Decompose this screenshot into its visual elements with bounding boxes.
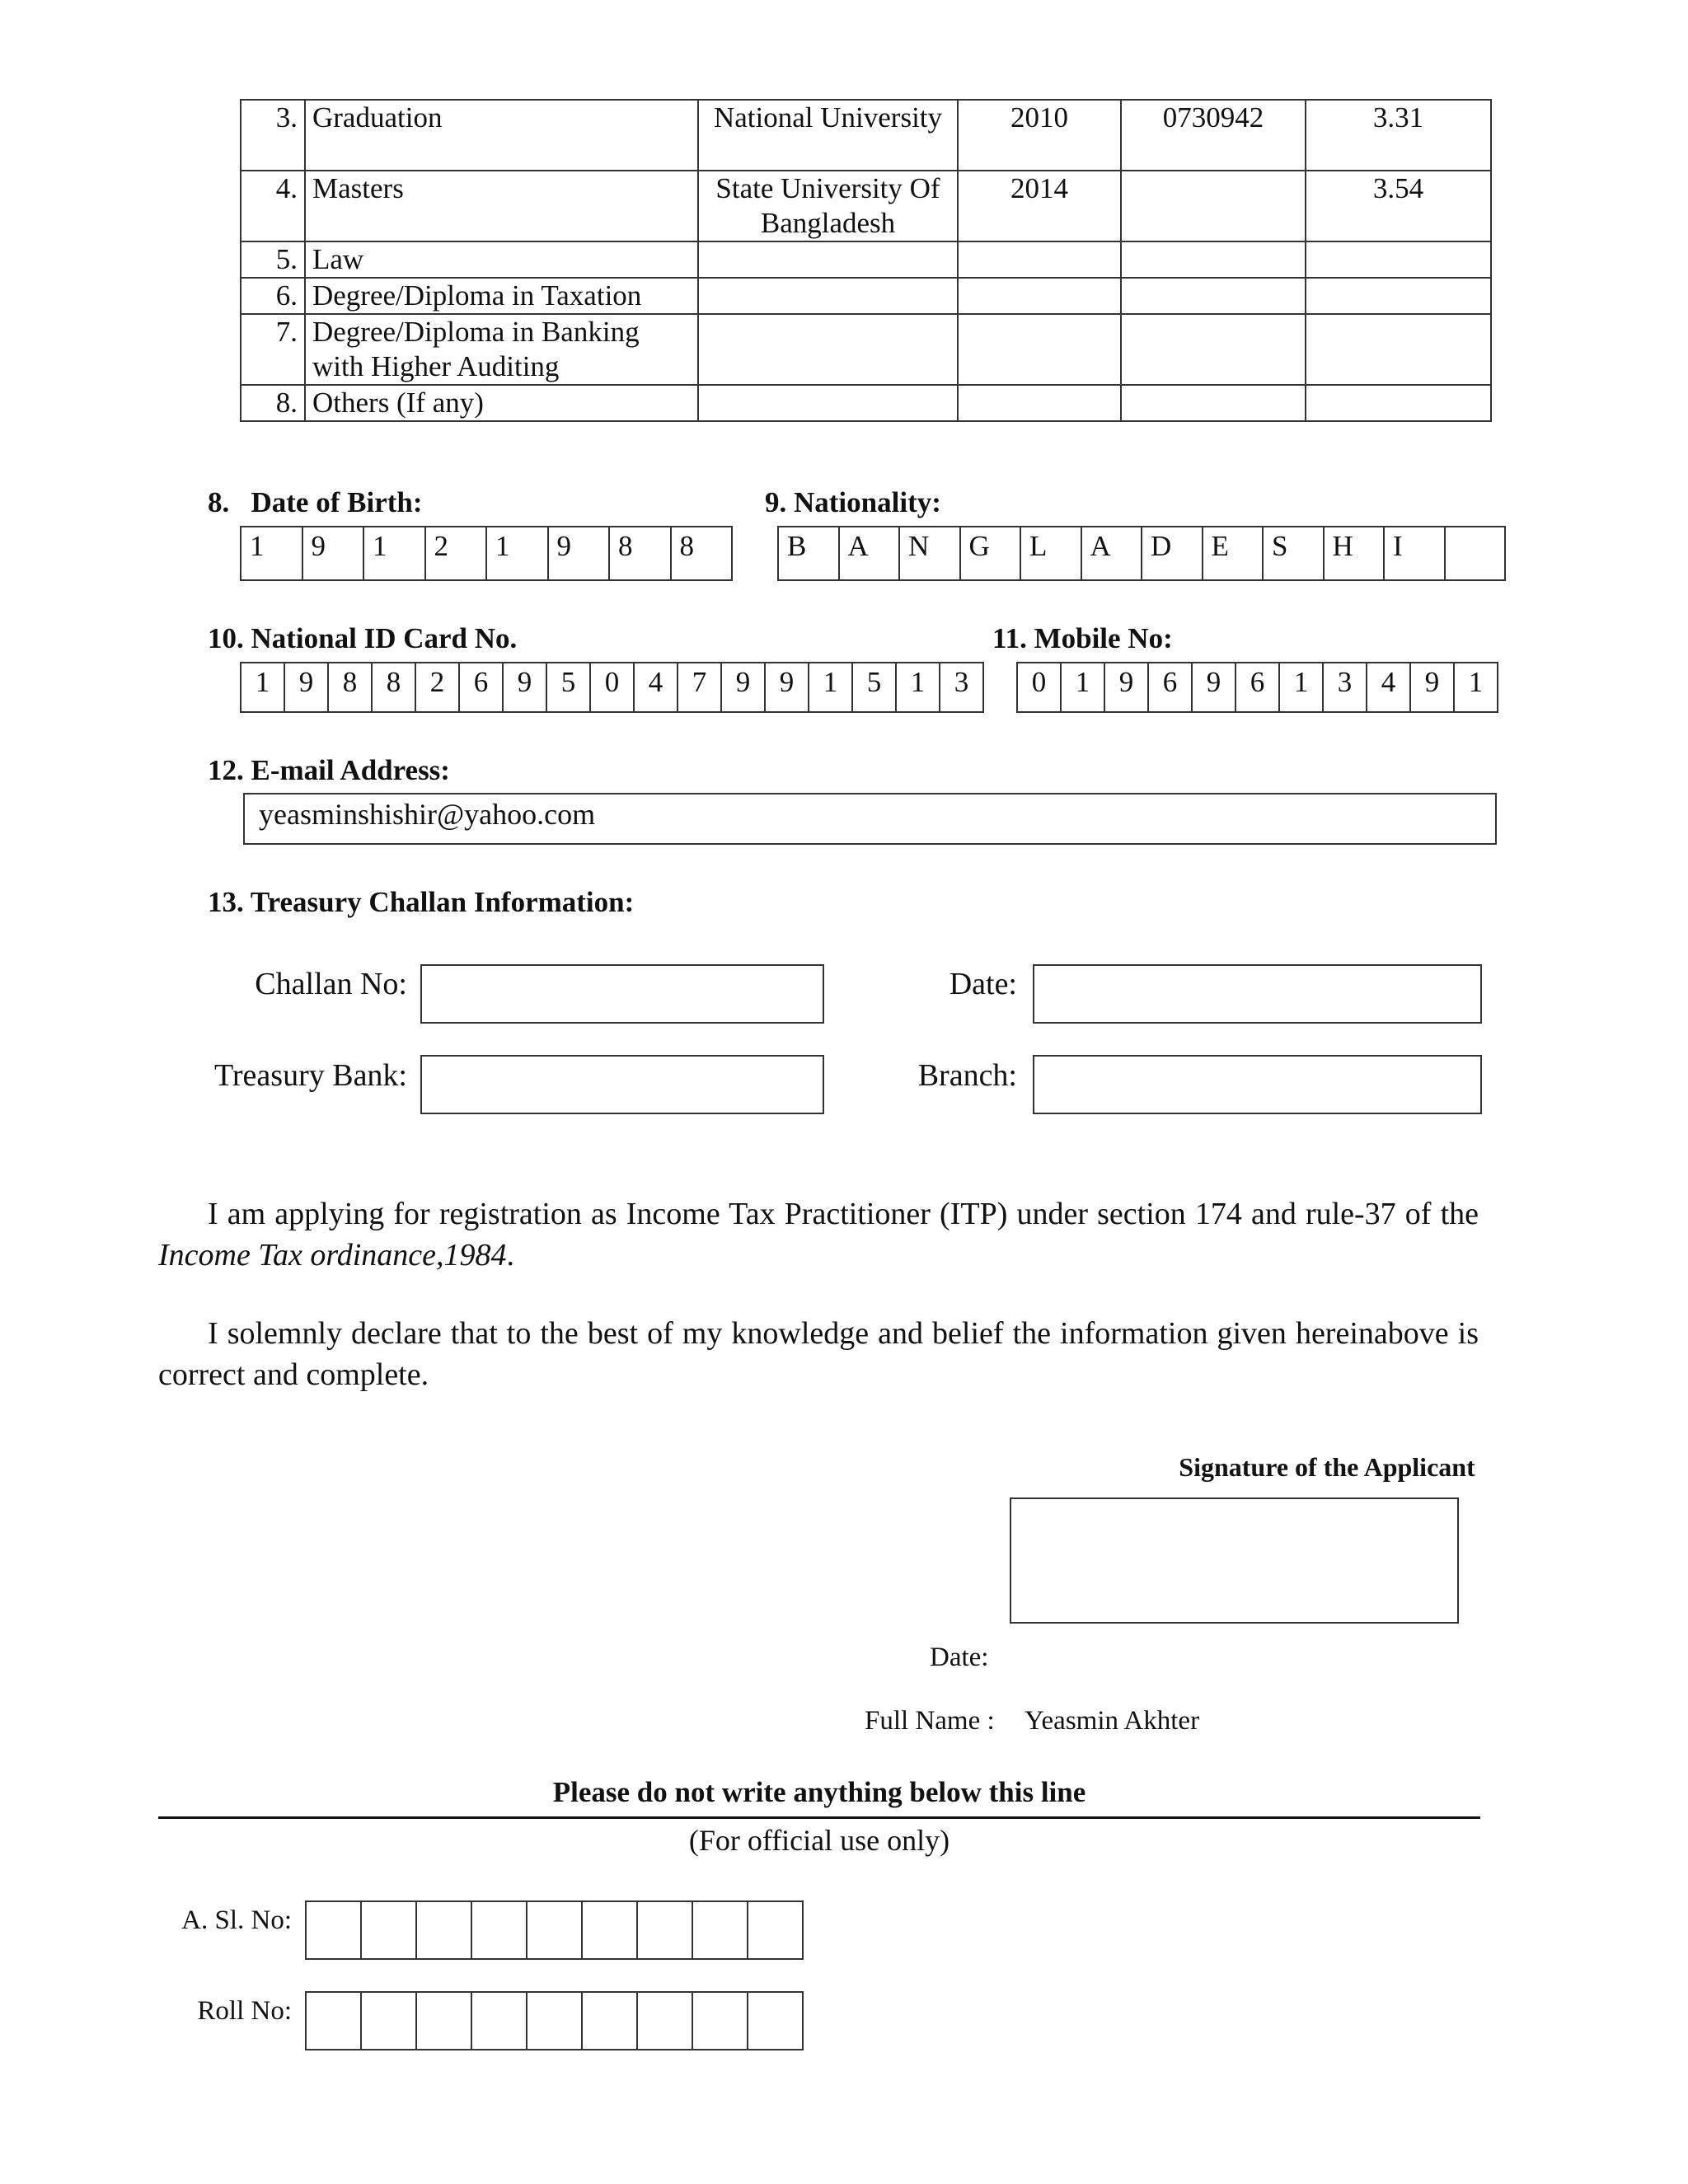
qualification-roll <box>1121 241 1306 278</box>
nid-digit-box[interactable]: 5 <box>547 662 591 713</box>
qualification-year <box>958 314 1121 385</box>
nid-digit-box[interactable]: 9 <box>285 662 329 713</box>
roll-box[interactable] <box>638 1991 693 2050</box>
email-label: 12. E-mail Address: <box>208 754 450 786</box>
nid-label: 10. National ID Card No. <box>208 622 518 654</box>
qualification-sl: 5. <box>241 241 305 278</box>
qualification-result: 3.31 <box>1306 100 1491 171</box>
nationality-letter-box[interactable]: A <box>840 526 901 581</box>
qualification-roll <box>1121 278 1306 314</box>
mobile-digit-box[interactable]: 3 <box>1324 662 1367 713</box>
qualification-institution <box>698 385 958 421</box>
nid-digit-box[interactable]: 9 <box>766 662 809 713</box>
qualification-row <box>241 171 1491 241</box>
dob-digit-box[interactable]: 9 <box>303 526 365 581</box>
nid-boxes[interactable] <box>240 662 984 713</box>
mobile-digit-box[interactable]: 9 <box>1105 662 1149 713</box>
qualification-institution <box>698 241 958 278</box>
qualification-result <box>1306 314 1491 385</box>
branch-field[interactable] <box>1033 1055 1482 1114</box>
nid-digit-box[interactable]: 6 <box>460 662 504 713</box>
nationality-letter-box[interactable]: G <box>961 526 1022 581</box>
roll-box[interactable] <box>362 1991 417 2050</box>
challan-no-field[interactable] <box>420 964 824 1024</box>
challan-no-label: Challan No: <box>255 967 407 1001</box>
mobile-digit-box[interactable]: 9 <box>1411 662 1455 713</box>
challan-date-field[interactable] <box>1033 964 1482 1024</box>
asl-box[interactable] <box>748 1900 804 1960</box>
asl-box[interactable] <box>528 1900 583 1960</box>
qualification-year <box>958 385 1121 421</box>
nid-digit-box[interactable]: 8 <box>329 662 373 713</box>
qualification-result: 3.54 <box>1306 171 1491 241</box>
dob-digit-box[interactable]: 8 <box>610 526 672 581</box>
qualification-result <box>1306 241 1491 278</box>
nationality-letter-box[interactable] <box>1446 526 1507 581</box>
signature-box[interactable] <box>1010 1497 1459 1624</box>
qualification-degree: Law <box>305 241 698 278</box>
dob-digit-box[interactable]: 1 <box>364 526 426 581</box>
dob-digit-box[interactable]: 2 <box>426 526 488 581</box>
qualification-year <box>958 241 1121 278</box>
qualification-year: 2010 <box>958 100 1121 171</box>
mobile-digit-box[interactable]: 6 <box>1149 662 1193 713</box>
dob-digit-box[interactable]: 9 <box>549 526 611 581</box>
asl-box[interactable] <box>417 1900 472 1960</box>
mobile-label: 11. Mobile No: <box>992 622 1173 654</box>
full-name-value: Yeasmin Akhter <box>1025 1706 1200 1736</box>
qualification-roll: 0730942 <box>1121 100 1306 171</box>
nid-digit-box[interactable]: 7 <box>678 662 722 713</box>
qualification-roll <box>1121 171 1306 241</box>
qualification-row <box>241 241 1491 278</box>
asl-label: A. Sl. No: <box>181 1905 292 1935</box>
qualification-degree: Graduation <box>305 100 698 171</box>
nationality-letter-box[interactable]: E <box>1203 526 1264 581</box>
email-field[interactable] <box>243 793 1497 845</box>
qualification-institution: State University Of Bangladesh <box>698 171 958 241</box>
qualification-institution <box>698 314 958 385</box>
qualification-row <box>241 385 1491 421</box>
nationality-letter-box[interactable]: A <box>1082 526 1143 581</box>
qualification-institution: National University <box>698 100 958 171</box>
asl-box[interactable] <box>472 1900 528 1960</box>
nid-digit-box[interactable]: 3 <box>940 662 984 713</box>
qualification-sl: 3. <box>241 100 305 171</box>
nid-digit-box[interactable]: 0 <box>591 662 635 713</box>
qualification-row <box>241 100 1491 171</box>
dob-digit-box[interactable]: 1 <box>241 526 303 581</box>
mobile-digit-box[interactable]: 1 <box>1455 662 1498 713</box>
signature-title: Signature of the Applicant <box>1179 1452 1475 1482</box>
qualification-institution <box>698 278 958 314</box>
nid-digit-box[interactable]: 1 <box>809 662 853 713</box>
qualification-row <box>241 314 1491 385</box>
qualification-sl: 4. <box>241 171 305 241</box>
nationality-letter-box[interactable]: N <box>900 526 961 581</box>
mobile-digit-box[interactable]: 0 <box>1018 662 1062 713</box>
nid-digit-box[interactable]: 2 <box>416 662 460 713</box>
roll-box[interactable] <box>307 1991 362 2050</box>
treasury-bank-label: Treasury Bank: <box>214 1058 407 1093</box>
qualification-year: 2014 <box>958 171 1121 241</box>
qualification-row <box>241 278 1491 314</box>
nationality-letter-box[interactable]: B <box>779 526 840 581</box>
nationality-letter-box[interactable]: L <box>1021 526 1082 581</box>
nid-digit-box[interactable]: 5 <box>853 662 897 713</box>
qualification-table <box>240 99 1492 422</box>
full-name-label: Full Name : <box>865 1706 995 1736</box>
nid-digit-box[interactable]: 1 <box>241 662 285 713</box>
treasury-bank-field[interactable] <box>420 1055 824 1114</box>
roll-box[interactable] <box>583 1991 638 2050</box>
official-subtitle: (For official use only) <box>688 1824 950 1857</box>
roll-box[interactable] <box>528 1991 583 2050</box>
nid-digit-box[interactable]: 8 <box>373 662 416 713</box>
qualification-roll <box>1121 314 1306 385</box>
branch-label: Branch: <box>917 1058 1017 1093</box>
qualification-degree: Degree/Diploma in Taxation <box>305 278 698 314</box>
nid-digit-box[interactable]: 9 <box>504 662 547 713</box>
dob-boxes[interactable] <box>240 526 733 581</box>
nid-digit-box[interactable]: 4 <box>635 662 678 713</box>
declaration-paragraph: I solemnly declare that to the best of my knowledge and belief the information given hereinabove is correct and complete. <box>158 1316 1479 1392</box>
nid-digit-box[interactable]: 1 <box>897 662 940 713</box>
nationality-boxes[interactable] <box>777 526 1506 581</box>
mobile-digit-box[interactable]: 1 <box>1280 662 1324 713</box>
roll-box[interactable] <box>417 1991 472 2050</box>
dob-digit-box[interactable]: 8 <box>672 526 734 581</box>
qualification-degree: Masters <box>305 171 698 241</box>
qualification-degree: Degree/Diploma in Banking with Higher Auditing <box>305 314 698 385</box>
roll-boxes[interactable] <box>305 1991 804 2050</box>
application-paragraph: I am applying for registration as Income Tax Practitioner (ITP) under section 174 and rule-37 of the Income Tax ordinance,1984. <box>158 1197 1479 1272</box>
mobile-digit-box[interactable]: 6 <box>1236 662 1280 713</box>
official-notice: Please do not write anything below this line <box>552 1776 1086 1808</box>
nationality-letter-box[interactable]: H <box>1325 526 1386 581</box>
dob-digit-box[interactable]: 1 <box>487 526 549 581</box>
mobile-digit-box[interactable]: 9 <box>1193 662 1236 713</box>
qualification-result <box>1306 278 1491 314</box>
asl-box[interactable] <box>693 1900 748 1960</box>
roll-box[interactable] <box>693 1991 748 2050</box>
roll-label: Roll No: <box>197 1996 292 2026</box>
nid-digit-box[interactable]: 9 <box>722 662 766 713</box>
divider-line <box>158 1816 1480 1819</box>
qualification-year <box>958 278 1121 314</box>
qualification-sl: 7. <box>241 314 305 385</box>
qualification-sl: 6. <box>241 278 305 314</box>
roll-box[interactable] <box>748 1991 804 2050</box>
email-value: yeasminshishir@yahoo.com <box>259 798 596 831</box>
mobile-digit-box[interactable]: 4 <box>1367 662 1411 713</box>
qualification-result <box>1306 385 1491 421</box>
mobile-digit-box[interactable]: 1 <box>1062 662 1105 713</box>
asl-box[interactable] <box>362 1900 417 1960</box>
nationality-letter-box[interactable]: D <box>1142 526 1203 581</box>
challan-heading: 13. Treasury Challan Information: <box>208 886 635 918</box>
nationality-letter-box[interactable]: S <box>1264 526 1325 581</box>
nationality-letter-box[interactable]: I <box>1385 526 1446 581</box>
qualification-degree: Others (If any) <box>305 385 698 421</box>
asl-box[interactable] <box>638 1900 693 1960</box>
roll-box[interactable] <box>472 1991 528 2050</box>
dob-label: 8. Date of Birth: <box>208 486 423 518</box>
nationality-label: 9. Nationality: <box>765 486 941 518</box>
challan-date-label: Date: <box>949 967 1017 1001</box>
signature-date-label: Date: <box>930 1643 989 1672</box>
asl-boxes[interactable] <box>305 1900 804 1960</box>
asl-box[interactable] <box>583 1900 638 1960</box>
asl-box[interactable] <box>307 1900 362 1960</box>
qualification-roll <box>1121 385 1306 421</box>
qualification-sl: 8. <box>241 385 305 421</box>
mobile-boxes[interactable] <box>1016 662 1498 713</box>
